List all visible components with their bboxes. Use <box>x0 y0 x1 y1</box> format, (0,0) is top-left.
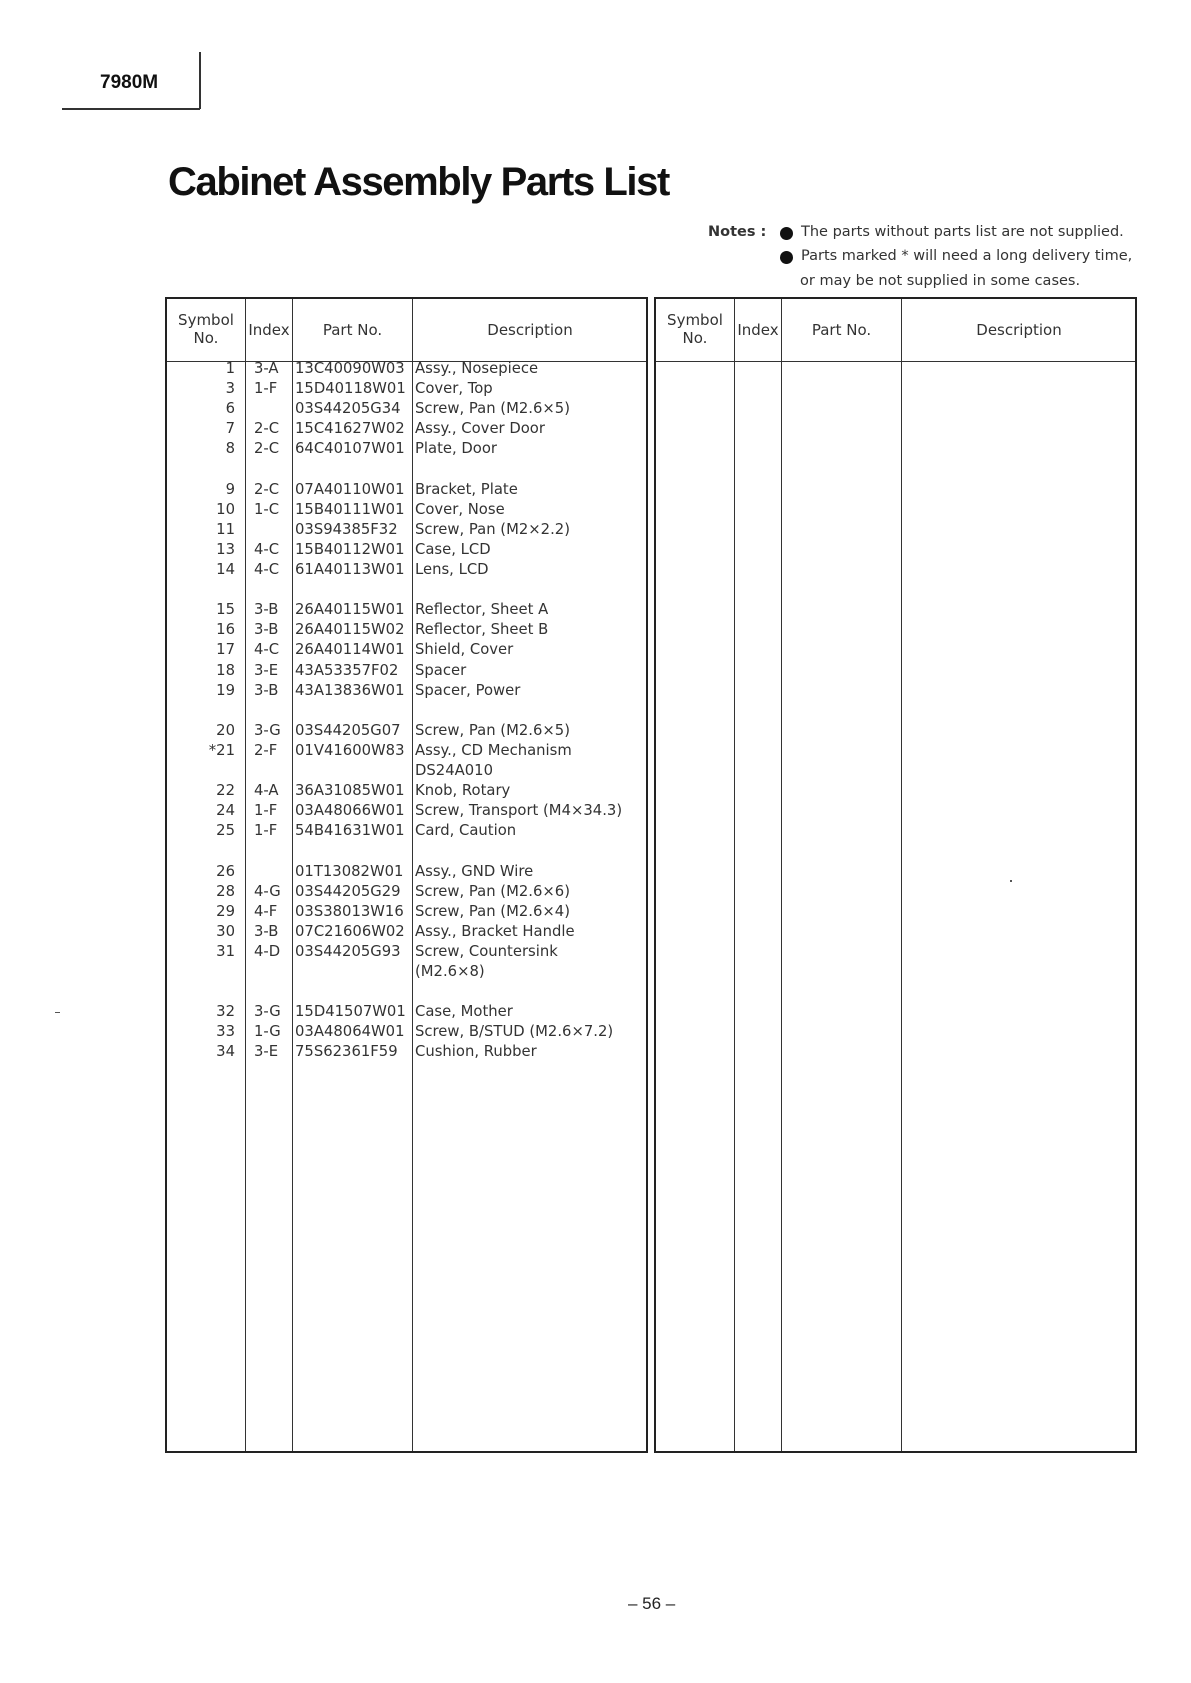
part-no-cell: 15D41507W01 <box>295 1003 406 1021</box>
symbol-no-cell: 6 <box>225 400 235 418</box>
index-cell: 1-F <box>254 380 278 398</box>
symbol-no-cell: 20 <box>216 721 235 739</box>
symbol-no-cell: 34 <box>216 1043 235 1061</box>
symbol-no-cell: 10 <box>216 500 235 518</box>
header-divider <box>167 361 646 362</box>
description-cell: Lens, LCD <box>415 561 489 578</box>
index-cell: 4-C <box>254 641 280 659</box>
part-no-cell: 03S44205G34 <box>295 400 401 418</box>
index-cell: 1-G <box>254 1023 281 1041</box>
header-description: Description <box>487 321 573 339</box>
index-cell: 3-B <box>254 681 279 699</box>
description-cell: Card, Caution <box>415 822 517 840</box>
part-no-cell: 64C40107W01 <box>295 440 405 458</box>
part-no-cell: 07C21606W02 <box>295 922 405 940</box>
description-cell: Cover, Top <box>415 380 493 398</box>
description-cell: Bracket, Plate <box>415 480 518 498</box>
symbol-no-cell: 14 <box>216 561 235 578</box>
header-divider <box>656 361 1135 362</box>
header-symbol-no: Symbol No. <box>667 311 723 347</box>
part-no-cell: 15C41627W02 <box>295 420 405 438</box>
description-cell: Assy., GND Wire <box>415 862 534 880</box>
index-cell: 3-B <box>254 601 279 619</box>
column-divider <box>412 299 413 1451</box>
index-cell: 3-E <box>254 661 279 679</box>
description-cell: Screw, Countersink <box>415 942 558 960</box>
symbol-no-cell: 25 <box>216 822 235 840</box>
symbol-no-cell: 31 <box>216 942 235 960</box>
index-cell: 3-E <box>254 1043 279 1061</box>
index-cell: 3-B <box>254 922 279 940</box>
part-no-cell: 15D40118W01 <box>295 380 406 398</box>
symbol-no-cell: *21 <box>208 741 235 759</box>
index-cell: 2-C <box>254 420 280 438</box>
part-no-cell: 15B40111W01 <box>295 500 405 518</box>
symbol-no-cell: 26 <box>216 862 235 880</box>
header-index: Index <box>248 321 290 339</box>
symbol-no-cell: 3 <box>225 380 235 398</box>
description-cell: Knob, Rotary <box>415 782 511 800</box>
page-title: Cabinet Assembly Parts List <box>168 160 669 204</box>
symbol-no-cell: 11 <box>216 520 235 538</box>
description-cell: Spacer, Power <box>415 681 521 699</box>
index-cell: 1-C <box>254 500 280 518</box>
page-number: – 56 – <box>628 1594 676 1613</box>
part-no-cell: 13C40090W03 <box>295 360 405 377</box>
symbol-no-cell: 22 <box>216 782 235 800</box>
part-no-cell: 03A48064W01 <box>295 1023 405 1041</box>
index-cell: 2-C <box>254 480 280 498</box>
description-cell: Assy., Bracket Handle <box>415 922 575 940</box>
bullet-icon <box>780 251 793 264</box>
scan-speck <box>1010 880 1012 882</box>
description-cell: Spacer <box>415 661 467 679</box>
description-cell: Screw, Pan (M2.6×5) <box>415 400 570 418</box>
index-cell: 3-G <box>254 1003 281 1021</box>
model-number: 7980M <box>100 72 159 93</box>
index-cell: 4-D <box>254 942 281 960</box>
symbol-no-cell: 33 <box>216 1023 235 1041</box>
symbol-no-cell: 18 <box>216 661 235 679</box>
index-cell: 2-C <box>254 440 280 458</box>
symbol-no-cell: 8 <box>225 440 235 458</box>
model-bracket <box>199 52 201 109</box>
note-3-text: or may be not supplied in some cases. <box>800 273 1081 289</box>
part-no-cell: 01T13082W01 <box>295 862 404 880</box>
description-cell: Screw, Transport (M4×34.3) <box>415 802 623 820</box>
symbol-no-cell: 7 <box>225 420 235 438</box>
symbol-no-cell: 19 <box>216 681 235 699</box>
part-no-cell: 03S44205G07 <box>295 721 401 739</box>
part-no-cell: 54B41631W01 <box>295 822 405 840</box>
header-description: Description <box>976 321 1062 339</box>
part-no-cell: 03S38013W16 <box>295 902 404 920</box>
description-cell: Assy., CD Mechanism <box>415 741 572 759</box>
header-part-no: Part No. <box>322 321 383 339</box>
symbol-no-cell: 24 <box>216 802 235 820</box>
part-no-cell: 43A13836W01 <box>295 681 405 699</box>
column-divider <box>292 299 293 1451</box>
index-cell: 3-G <box>254 721 281 739</box>
description-cell: Plate, Door <box>415 440 497 458</box>
description-cell: Screw, Pan (M2×2.2) <box>415 520 570 538</box>
header-index: Index <box>737 321 779 339</box>
header-symbol-no: Symbol No. <box>178 311 234 347</box>
part-no-cell: 26A40115W02 <box>295 621 405 639</box>
column-divider <box>734 299 735 1451</box>
symbol-no-cell: 17 <box>216 641 235 659</box>
description-cell: Cushion, Rubber <box>415 1043 537 1061</box>
description-cell: DS24A010 <box>415 762 493 779</box>
index-cell: 4-G <box>254 882 281 900</box>
part-no-cell: 26A40114W01 <box>295 641 405 659</box>
scan-speck <box>55 1012 60 1013</box>
part-no-cell: 61A40113W01 <box>295 561 405 578</box>
part-no-cell: 75S62361F59 <box>295 1043 398 1061</box>
part-no-cell: 07A40110W01 <box>295 480 405 498</box>
index-cell: 1-F <box>254 802 278 820</box>
description-cell: Screw, Pan (M2.6×6) <box>415 882 570 900</box>
model-underline <box>62 108 200 110</box>
part-no-cell: 03S94385F32 <box>295 520 398 538</box>
index-cell: 4-C <box>254 561 280 578</box>
symbol-no-cell: 15 <box>216 601 235 619</box>
description-cell: Case, Mother <box>415 1003 513 1021</box>
part-no-cell: 03A48066W01 <box>295 802 405 820</box>
column-divider <box>901 299 902 1451</box>
symbol-no-cell: 13 <box>216 540 235 558</box>
description-cell: Cover, Nose <box>415 500 505 518</box>
note-1-text: The parts without parts list are not supplied. <box>801 224 1124 240</box>
notes-label: Notes : <box>708 224 767 240</box>
index-cell: 3-B <box>254 621 279 639</box>
description-cell: (M2.6×8) <box>415 963 485 980</box>
parts-table-right <box>654 297 1137 1453</box>
column-divider <box>781 299 782 1451</box>
index-cell: 4-A <box>254 782 279 800</box>
symbol-no-cell: 28 <box>216 882 235 900</box>
symbol-no-cell: 32 <box>216 1003 235 1021</box>
index-cell: 3-A <box>254 360 279 377</box>
description-cell: Reflector, Sheet A <box>415 601 549 619</box>
part-no-cell: 03S44205G93 <box>295 942 401 960</box>
description-cell: Shield, Cover <box>415 641 514 659</box>
description-cell: Screw, Pan (M2.6×5) <box>415 721 570 739</box>
index-cell: 4-F <box>254 902 278 920</box>
description-cell: Assy., Nosepiece <box>415 360 539 377</box>
bullet-icon <box>780 227 793 240</box>
description-cell: Screw, B/STUD (M2.6×7.2) <box>415 1023 614 1041</box>
part-no-cell: 03S44205G29 <box>295 882 401 900</box>
description-cell: Assy., Cover Door <box>415 420 545 438</box>
symbol-no-cell: 1 <box>225 360 235 377</box>
description-cell: Reflector, Sheet B <box>415 621 549 639</box>
note-2-text: Parts marked * will need a long delivery time, <box>801 248 1133 264</box>
parts-table-left <box>165 297 648 1453</box>
index-cell: 2-F <box>254 741 278 759</box>
part-no-cell: 01V41600W83 <box>295 741 405 759</box>
part-no-cell: 26A40115W01 <box>295 601 405 619</box>
part-no-cell: 43A53357F02 <box>295 661 399 679</box>
symbol-no-cell: 9 <box>225 480 235 498</box>
header-part-no: Part No. <box>811 321 872 339</box>
symbol-no-cell: 30 <box>216 922 235 940</box>
description-cell: Case, LCD <box>415 540 491 558</box>
symbol-no-cell: 16 <box>216 621 235 639</box>
description-cell: Screw, Pan (M2.6×4) <box>415 902 570 920</box>
part-no-cell: 36A31085W01 <box>295 782 405 800</box>
index-cell: 1-F <box>254 822 278 840</box>
symbol-no-cell: 29 <box>216 902 235 920</box>
index-cell: 4-C <box>254 540 280 558</box>
part-no-cell: 15B40112W01 <box>295 540 405 558</box>
column-divider <box>245 299 246 1451</box>
